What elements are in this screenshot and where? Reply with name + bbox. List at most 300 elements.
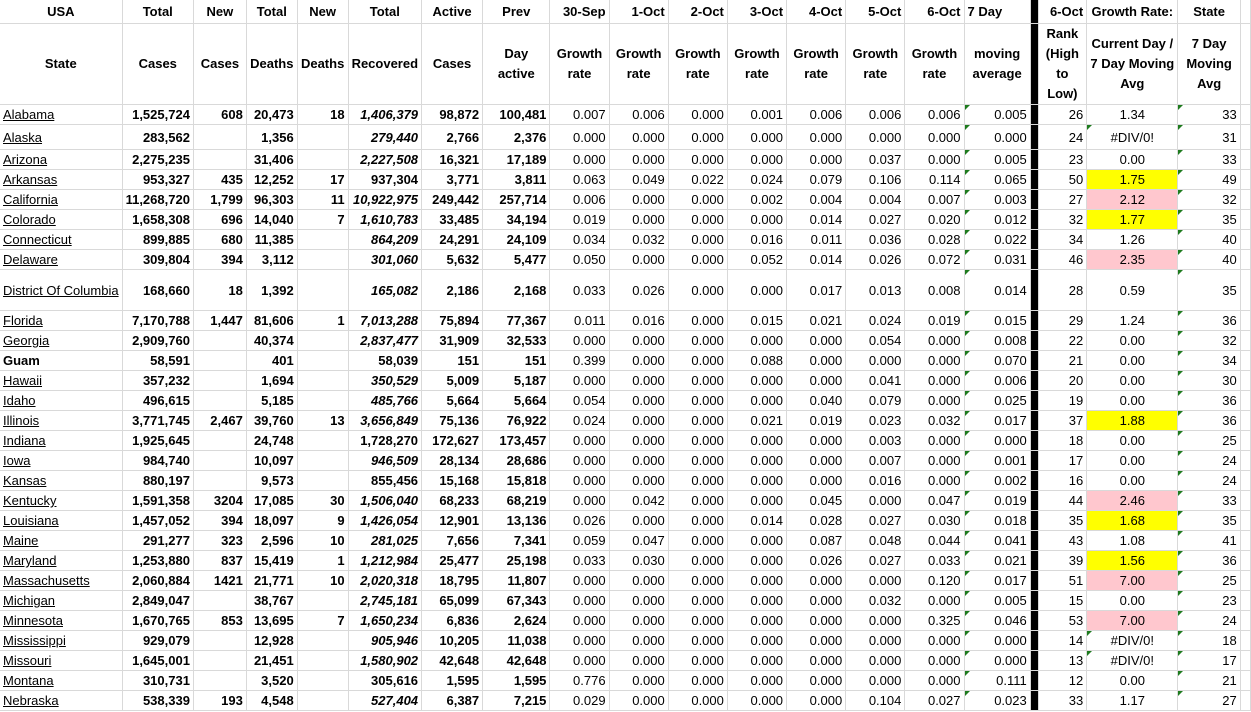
- growth-30-sep-cell[interactable]: 0.000: [550, 125, 609, 150]
- state-7-day-avg-cell[interactable]: 27: [1178, 691, 1240, 711]
- state-link[interactable]: Missouri: [3, 653, 52, 668]
- new-cases-cell[interactable]: [193, 371, 246, 391]
- growth-3-oct-cell[interactable]: 0.024: [727, 170, 786, 190]
- growth-3-oct-cell[interactable]: 0.000: [727, 331, 786, 351]
- growth-5-oct-cell[interactable]: 0.027: [846, 551, 905, 571]
- growth-6-oct-cell[interactable]: 0.044: [905, 531, 964, 551]
- growth-3-oct-cell[interactable]: 0.000: [727, 150, 786, 170]
- empty-cell[interactable]: [1240, 170, 1250, 190]
- growth-1-oct-cell[interactable]: 0.000: [609, 371, 668, 391]
- state-link[interactable]: Alabama: [3, 107, 55, 122]
- active-cases-cell[interactable]: 5,009: [422, 371, 483, 391]
- growth-1-oct-cell[interactable]: 0.049: [609, 170, 668, 190]
- rank-cell[interactable]: 50: [1038, 170, 1087, 190]
- new-cases-cell[interactable]: 394: [193, 511, 246, 531]
- growth-1-oct-cell[interactable]: 0.006: [609, 105, 668, 125]
- state-link[interactable]: Kansas: [3, 473, 47, 488]
- state-7-day-avg-cell[interactable]: 25: [1178, 571, 1240, 591]
- growth-ratio-cell[interactable]: 0.00: [1087, 391, 1178, 411]
- moving-average-cell[interactable]: 0.065: [964, 170, 1030, 190]
- recovered-cell[interactable]: 1,728,270: [348, 431, 421, 451]
- state-link[interactable]: Minnesota: [3, 613, 63, 628]
- total-cases-cell[interactable]: 310,731: [122, 671, 193, 691]
- total-cases-cell[interactable]: 168,660: [122, 270, 193, 311]
- growth-4-oct-cell[interactable]: 0.000: [787, 591, 846, 611]
- header-deaths[interactable]: Deaths: [297, 24, 348, 105]
- state-cell[interactable]: [0, 190, 122, 210]
- empty-cell[interactable]: [1240, 250, 1250, 270]
- rank-cell[interactable]: 44: [1038, 491, 1087, 511]
- moving-average-cell[interactable]: 0.046: [964, 611, 1030, 631]
- moving-average-cell[interactable]: 0.002: [964, 471, 1030, 491]
- state-7-day-avg-cell[interactable]: 18: [1178, 631, 1240, 651]
- rank-cell[interactable]: 28: [1038, 270, 1087, 311]
- prev-day-active-cell[interactable]: 2,376: [483, 125, 550, 150]
- new-cases-cell[interactable]: [193, 431, 246, 451]
- growth-2-oct-cell[interactable]: 0.000: [668, 391, 727, 411]
- new-deaths-cell[interactable]: 11: [297, 190, 348, 210]
- moving-average-cell[interactable]: 0.008: [964, 331, 1030, 351]
- total-deaths-cell[interactable]: 39,760: [246, 411, 297, 431]
- state-link[interactable]: Iowa: [3, 453, 31, 468]
- new-cases-cell[interactable]: [193, 591, 246, 611]
- total-deaths-cell[interactable]: 3,520: [246, 671, 297, 691]
- rank-cell[interactable]: 19: [1038, 391, 1087, 411]
- state-link[interactable]: Hawaii: [3, 373, 43, 388]
- empty-cell[interactable]: [1240, 391, 1250, 411]
- new-deaths-cell[interactable]: 13: [297, 411, 348, 431]
- growth-1-oct-cell[interactable]: 0.000: [609, 631, 668, 651]
- new-deaths-cell[interactable]: [297, 591, 348, 611]
- growth-3-oct-cell[interactable]: 0.000: [727, 591, 786, 611]
- total-deaths-cell[interactable]: 15,419: [246, 551, 297, 571]
- growth-6-oct-cell[interactable]: 0.000: [905, 351, 964, 371]
- growth-30-sep-cell[interactable]: 0.000: [550, 150, 609, 170]
- recovered-cell[interactable]: 1,580,902: [348, 651, 421, 671]
- state-cell[interactable]: [0, 451, 122, 471]
- growth-4-oct-cell[interactable]: 0.017: [787, 270, 846, 311]
- growth-30-sep-cell[interactable]: 0.034: [550, 230, 609, 250]
- new-deaths-cell[interactable]: [297, 651, 348, 671]
- state-7-day-avg-cell[interactable]: 24: [1178, 611, 1240, 631]
- active-cases-cell[interactable]: 68,233: [422, 491, 483, 511]
- growth-5-oct-cell[interactable]: 0.079: [846, 391, 905, 411]
- total-cases-cell[interactable]: 1,645,001: [122, 651, 193, 671]
- state-link[interactable]: Indiana: [3, 433, 46, 448]
- total-cases-cell[interactable]: 1,658,308: [122, 210, 193, 230]
- growth-4-oct-cell[interactable]: 0.000: [787, 451, 846, 471]
- moving-average-cell[interactable]: 0.014: [964, 270, 1030, 311]
- growth-ratio-cell[interactable]: 1.26: [1087, 230, 1178, 250]
- growth-4-oct-cell[interactable]: 0.019: [787, 411, 846, 431]
- prev-day-active-cell[interactable]: 5,187: [483, 371, 550, 391]
- growth-1-oct-cell[interactable]: 0.000: [609, 671, 668, 691]
- growth-6-oct-cell[interactable]: 0.006: [905, 105, 964, 125]
- growth-3-oct-cell[interactable]: 0.000: [727, 210, 786, 230]
- growth-4-oct-cell[interactable]: 0.014: [787, 250, 846, 270]
- total-cases-cell[interactable]: 880,197: [122, 471, 193, 491]
- new-cases-cell[interactable]: 837: [193, 551, 246, 571]
- moving-average-cell[interactable]: 0.017: [964, 411, 1030, 431]
- growth-2-oct-cell[interactable]: 0.022: [668, 170, 727, 190]
- new-cases-cell[interactable]: [193, 651, 246, 671]
- recovered-cell[interactable]: 1,426,054: [348, 511, 421, 531]
- new-cases-cell[interactable]: [193, 391, 246, 411]
- growth-6-oct-cell[interactable]: 0.019: [905, 311, 964, 331]
- growth-3-oct-cell[interactable]: 0.088: [727, 351, 786, 371]
- growth-5-oct-cell[interactable]: 0.000: [846, 671, 905, 691]
- growth-6-oct-cell[interactable]: 0.000: [905, 371, 964, 391]
- total-cases-cell[interactable]: 291,277: [122, 531, 193, 551]
- new-deaths-cell[interactable]: 17: [297, 170, 348, 190]
- new-cases-cell[interactable]: [193, 451, 246, 471]
- recovered-cell[interactable]: 165,082: [348, 270, 421, 311]
- total-cases-cell[interactable]: 1,457,052: [122, 511, 193, 531]
- header-growth-rate[interactable]: Growth rate: [609, 24, 668, 105]
- state-link[interactable]: Louisiana: [3, 513, 59, 528]
- state-link[interactable]: Colorado: [3, 212, 56, 227]
- state-cell[interactable]: [0, 431, 122, 451]
- growth-ratio-error-cell[interactable]: #DIV/0!: [1087, 631, 1178, 651]
- header-date-5-oct[interactable]: 5-Oct: [846, 0, 905, 24]
- growth-30-sep-cell[interactable]: 0.011: [550, 311, 609, 331]
- growth-3-oct-cell[interactable]: 0.052: [727, 250, 786, 270]
- header-state[interactable]: State: [0, 24, 122, 105]
- growth-2-oct-cell[interactable]: 0.000: [668, 651, 727, 671]
- moving-average-cell[interactable]: 0.000: [964, 631, 1030, 651]
- state-cell[interactable]: [0, 691, 122, 711]
- rank-cell[interactable]: 34: [1038, 230, 1087, 250]
- total-cases-cell[interactable]: 929,079: [122, 631, 193, 651]
- growth-30-sep-cell[interactable]: 0.033: [550, 270, 609, 311]
- new-cases-cell[interactable]: [193, 331, 246, 351]
- state-link[interactable]: Arizona: [3, 152, 48, 167]
- growth-5-oct-cell[interactable]: 0.000: [846, 651, 905, 671]
- growth-3-oct-cell[interactable]: 0.000: [727, 125, 786, 150]
- growth-3-oct-cell[interactable]: 0.021: [727, 411, 786, 431]
- total-cases-cell[interactable]: 1,925,645: [122, 431, 193, 451]
- growth-2-oct-cell[interactable]: 0.000: [668, 431, 727, 451]
- new-deaths-cell[interactable]: [297, 351, 348, 371]
- growth-30-sep-cell[interactable]: 0.007: [550, 105, 609, 125]
- new-deaths-cell[interactable]: 7: [297, 210, 348, 230]
- growth-5-oct-cell[interactable]: 0.027: [846, 210, 905, 230]
- recovered-cell[interactable]: 946,509: [348, 451, 421, 471]
- state-link[interactable]: Idaho: [3, 393, 36, 408]
- state-cell[interactable]: [0, 351, 122, 371]
- growth-1-oct-cell[interactable]: 0.032: [609, 230, 668, 250]
- moving-average-cell[interactable]: 0.070: [964, 351, 1030, 371]
- growth-2-oct-cell[interactable]: 0.000: [668, 671, 727, 691]
- growth-6-oct-cell[interactable]: 0.030: [905, 511, 964, 531]
- growth-1-oct-cell[interactable]: 0.030: [609, 551, 668, 571]
- prev-day-active-cell[interactable]: 2,168: [483, 270, 550, 311]
- growth-5-oct-cell[interactable]: 0.000: [846, 491, 905, 511]
- recovered-cell[interactable]: 305,616: [348, 671, 421, 691]
- new-deaths-cell[interactable]: [297, 331, 348, 351]
- moving-average-cell[interactable]: 0.003: [964, 190, 1030, 210]
- growth-1-oct-cell[interactable]: 0.026: [609, 270, 668, 311]
- total-cases-cell[interactable]: 7,170,788: [122, 311, 193, 331]
- recovered-cell[interactable]: 2,745,181: [348, 591, 421, 611]
- growth-5-oct-cell[interactable]: 0.041: [846, 371, 905, 391]
- total-cases-cell[interactable]: 2,060,884: [122, 571, 193, 591]
- new-cases-cell[interactable]: 394: [193, 250, 246, 270]
- growth-4-oct-cell[interactable]: 0.000: [787, 351, 846, 371]
- growth-6-oct-cell[interactable]: 0.000: [905, 125, 964, 150]
- active-cases-cell[interactable]: 42,648: [422, 651, 483, 671]
- new-cases-cell[interactable]: 608: [193, 105, 246, 125]
- new-deaths-cell[interactable]: [297, 471, 348, 491]
- growth-3-oct-cell[interactable]: 0.014: [727, 511, 786, 531]
- empty-cell[interactable]: [1240, 125, 1250, 150]
- growth-3-oct-cell[interactable]: 0.000: [727, 270, 786, 311]
- growth-4-oct-cell[interactable]: 0.026: [787, 551, 846, 571]
- active-cases-cell[interactable]: 15,168: [422, 471, 483, 491]
- growth-1-oct-cell[interactable]: 0.000: [609, 210, 668, 230]
- total-cases-cell[interactable]: 2,909,760: [122, 331, 193, 351]
- rank-cell[interactable]: 32: [1038, 210, 1087, 230]
- prev-day-active-cell[interactable]: 7,215: [483, 691, 550, 711]
- moving-average-cell[interactable]: 0.005: [964, 105, 1030, 125]
- growth-2-oct-cell[interactable]: 0.000: [668, 551, 727, 571]
- header-rank-date[interactable]: 6-Oct: [1038, 0, 1087, 24]
- growth-3-oct-cell[interactable]: 0.000: [727, 651, 786, 671]
- growth-5-oct-cell[interactable]: 0.023: [846, 411, 905, 431]
- growth-2-oct-cell[interactable]: 0.000: [668, 270, 727, 311]
- growth-4-oct-cell[interactable]: 0.000: [787, 331, 846, 351]
- moving-average-cell[interactable]: 0.031: [964, 250, 1030, 270]
- rank-cell[interactable]: 14: [1038, 631, 1087, 651]
- total-cases-cell[interactable]: 984,740: [122, 451, 193, 471]
- rank-cell[interactable]: 35: [1038, 511, 1087, 531]
- state-link[interactable]: Kentucky: [3, 493, 57, 508]
- total-deaths-cell[interactable]: 11,385: [246, 230, 297, 250]
- growth-1-oct-cell[interactable]: 0.047: [609, 531, 668, 551]
- growth-2-oct-cell[interactable]: 0.000: [668, 331, 727, 351]
- total-deaths-cell[interactable]: 2,596: [246, 531, 297, 551]
- growth-5-oct-cell[interactable]: 0.004: [846, 190, 905, 210]
- total-cases-cell[interactable]: 1,253,880: [122, 551, 193, 571]
- growth-ratio-cell[interactable]: 1.68: [1087, 511, 1178, 531]
- header-prev[interactable]: Prev: [483, 0, 550, 24]
- growth-2-oct-cell[interactable]: 0.000: [668, 150, 727, 170]
- rank-cell[interactable]: 18: [1038, 431, 1087, 451]
- growth-ratio-cell[interactable]: 0.59: [1087, 270, 1178, 311]
- growth-3-oct-cell[interactable]: 0.000: [727, 611, 786, 631]
- active-cases-cell[interactable]: 7,656: [422, 531, 483, 551]
- growth-2-oct-cell[interactable]: 0.000: [668, 491, 727, 511]
- header-total[interactable]: Total: [122, 0, 193, 24]
- recovered-cell[interactable]: 864,209: [348, 230, 421, 250]
- growth-6-oct-cell[interactable]: 0.325: [905, 611, 964, 631]
- growth-ratio-error-cell[interactable]: #DIV/0!: [1087, 651, 1178, 671]
- total-cases-cell[interactable]: 899,885: [122, 230, 193, 250]
- prev-day-active-cell[interactable]: 257,714: [483, 190, 550, 210]
- rank-cell[interactable]: 23: [1038, 150, 1087, 170]
- state-cell[interactable]: [0, 331, 122, 351]
- active-cases-cell[interactable]: 6,387: [422, 691, 483, 711]
- moving-average-cell[interactable]: 0.041: [964, 531, 1030, 551]
- growth-30-sep-cell[interactable]: 0.000: [550, 371, 609, 391]
- state-7-day-avg-cell[interactable]: 32: [1178, 331, 1240, 351]
- growth-1-oct-cell[interactable]: 0.000: [609, 351, 668, 371]
- recovered-cell[interactable]: 2,837,477: [348, 331, 421, 351]
- total-cases-cell[interactable]: 283,562: [122, 125, 193, 150]
- growth-30-sep-cell[interactable]: 0.033: [550, 551, 609, 571]
- growth-ratio-cell[interactable]: 1.77: [1087, 210, 1178, 230]
- new-deaths-cell[interactable]: [297, 250, 348, 270]
- growth-4-oct-cell[interactable]: 0.087: [787, 531, 846, 551]
- active-cases-cell[interactable]: 2,766: [422, 125, 483, 150]
- growth-30-sep-cell[interactable]: 0.000: [550, 331, 609, 351]
- active-cases-cell[interactable]: 5,664: [422, 391, 483, 411]
- growth-30-sep-cell[interactable]: 0.000: [550, 451, 609, 471]
- active-cases-cell[interactable]: 65,099: [422, 591, 483, 611]
- rank-cell[interactable]: 12: [1038, 671, 1087, 691]
- empty-cell[interactable]: [1240, 105, 1250, 125]
- growth-3-oct-cell[interactable]: 0.000: [727, 491, 786, 511]
- state-link[interactable]: Maryland: [3, 553, 57, 568]
- recovered-cell[interactable]: 58,039: [348, 351, 421, 371]
- state-cell[interactable]: [0, 150, 122, 170]
- state-7-day-avg-cell[interactable]: 32: [1178, 190, 1240, 210]
- prev-day-active-cell[interactable]: 15,818: [483, 471, 550, 491]
- state-7-day-avg-cell[interactable]: 36: [1178, 411, 1240, 431]
- growth-4-oct-cell[interactable]: 0.000: [787, 150, 846, 170]
- new-cases-cell[interactable]: 853: [193, 611, 246, 631]
- rank-cell[interactable]: 22: [1038, 331, 1087, 351]
- growth-1-oct-cell[interactable]: 0.000: [609, 451, 668, 471]
- growth-1-oct-cell[interactable]: 0.000: [609, 250, 668, 270]
- new-cases-cell[interactable]: 1421: [193, 571, 246, 591]
- growth-1-oct-cell[interactable]: 0.000: [609, 391, 668, 411]
- header-cases[interactable]: Cases: [193, 24, 246, 105]
- state-cell[interactable]: [0, 311, 122, 331]
- header-active[interactable]: Active: [422, 0, 483, 24]
- moving-average-cell[interactable]: 0.000: [964, 651, 1030, 671]
- state-7-day-avg-cell[interactable]: 35: [1178, 210, 1240, 230]
- growth-3-oct-cell[interactable]: 0.000: [727, 451, 786, 471]
- growth-5-oct-cell[interactable]: 0.016: [846, 471, 905, 491]
- state-7-day-avg-cell[interactable]: 36: [1178, 391, 1240, 411]
- active-cases-cell[interactable]: 12,901: [422, 511, 483, 531]
- new-deaths-cell[interactable]: 18: [297, 105, 348, 125]
- growth-ratio-cell[interactable]: 0.00: [1087, 451, 1178, 471]
- recovered-cell[interactable]: 855,456: [348, 471, 421, 491]
- growth-6-oct-cell[interactable]: 0.027: [905, 691, 964, 711]
- empty-cell[interactable]: [1240, 571, 1250, 591]
- total-deaths-cell[interactable]: 24,748: [246, 431, 297, 451]
- rank-cell[interactable]: 29: [1038, 311, 1087, 331]
- header-growth-rate[interactable]: Growth rate: [787, 24, 846, 105]
- recovered-cell[interactable]: 2,227,508: [348, 150, 421, 170]
- growth-5-oct-cell[interactable]: 0.036: [846, 230, 905, 250]
- growth-1-oct-cell[interactable]: 0.000: [609, 691, 668, 711]
- total-cases-cell[interactable]: 538,339: [122, 691, 193, 711]
- growth-ratio-cell[interactable]: 1.75: [1087, 170, 1178, 190]
- moving-average-cell[interactable]: 0.021: [964, 551, 1030, 571]
- state-cell[interactable]: [0, 651, 122, 671]
- total-deaths-cell[interactable]: 1,392: [246, 270, 297, 311]
- empty-cell[interactable]: [1240, 210, 1250, 230]
- state-link[interactable]: California: [3, 192, 58, 207]
- growth-ratio-cell[interactable]: 0.00: [1087, 150, 1178, 170]
- new-deaths-cell[interactable]: [297, 691, 348, 711]
- state-cell[interactable]: [0, 491, 122, 511]
- active-cases-cell[interactable]: 1,595: [422, 671, 483, 691]
- empty-cell[interactable]: [1240, 551, 1250, 571]
- growth-3-oct-cell[interactable]: 0.000: [727, 371, 786, 391]
- growth-5-oct-cell[interactable]: 0.003: [846, 431, 905, 451]
- growth-30-sep-cell[interactable]: 0.050: [550, 250, 609, 270]
- growth-1-oct-cell[interactable]: 0.000: [609, 150, 668, 170]
- state-7-day-avg-cell[interactable]: 25: [1178, 431, 1240, 451]
- new-deaths-cell[interactable]: [297, 671, 348, 691]
- growth-2-oct-cell[interactable]: 0.000: [668, 210, 727, 230]
- recovered-cell[interactable]: 1,212,984: [348, 551, 421, 571]
- growth-6-oct-cell[interactable]: 0.028: [905, 230, 964, 250]
- growth-6-oct-cell[interactable]: 0.000: [905, 331, 964, 351]
- moving-average-cell[interactable]: 0.000: [964, 125, 1030, 150]
- growth-3-oct-cell[interactable]: 0.000: [727, 631, 786, 651]
- growth-30-sep-cell[interactable]: 0.024: [550, 411, 609, 431]
- moving-average-cell[interactable]: 0.111: [964, 671, 1030, 691]
- total-deaths-cell[interactable]: 40,374: [246, 331, 297, 351]
- growth-2-oct-cell[interactable]: 0.000: [668, 311, 727, 331]
- prev-day-active-cell[interactable]: 11,038: [483, 631, 550, 651]
- empty-cell[interactable]: [1240, 451, 1250, 471]
- active-cases-cell[interactable]: 249,442: [422, 190, 483, 210]
- empty-cell[interactable]: [1240, 431, 1250, 451]
- total-cases-cell[interactable]: 309,804: [122, 250, 193, 270]
- new-cases-cell[interactable]: 3204: [193, 491, 246, 511]
- growth-ratio-cell[interactable]: 0.00: [1087, 351, 1178, 371]
- new-deaths-cell[interactable]: 10: [297, 531, 348, 551]
- new-cases-cell[interactable]: [193, 150, 246, 170]
- total-deaths-cell[interactable]: 17,085: [246, 491, 297, 511]
- growth-6-oct-cell[interactable]: 0.000: [905, 671, 964, 691]
- active-cases-cell[interactable]: 18,795: [422, 571, 483, 591]
- growth-3-oct-cell[interactable]: 0.000: [727, 551, 786, 571]
- header-moving-average[interactable]: moving average: [964, 24, 1030, 105]
- state-link[interactable]: Georgia: [3, 333, 50, 348]
- growth-6-oct-cell[interactable]: 0.000: [905, 651, 964, 671]
- header-cases[interactable]: Cases: [122, 24, 193, 105]
- state-link[interactable]: Maine: [3, 533, 39, 548]
- prev-day-active-cell[interactable]: 100,481: [483, 105, 550, 125]
- new-deaths-cell[interactable]: 9: [297, 511, 348, 531]
- recovered-cell[interactable]: 3,656,849: [348, 411, 421, 431]
- growth-2-oct-cell[interactable]: 0.000: [668, 611, 727, 631]
- state-cell[interactable]: [0, 411, 122, 431]
- new-cases-cell[interactable]: 1,799: [193, 190, 246, 210]
- empty-cell[interactable]: [1240, 351, 1250, 371]
- empty-cell[interactable]: [1240, 150, 1250, 170]
- growth-3-oct-cell[interactable]: 0.016: [727, 230, 786, 250]
- header-date-30-sep[interactable]: 30-Sep: [550, 0, 609, 24]
- growth-1-oct-cell[interactable]: 0.000: [609, 471, 668, 491]
- state-cell[interactable]: [0, 471, 122, 491]
- header-recovered[interactable]: Recovered: [348, 24, 421, 105]
- active-cases-cell[interactable]: 3,771: [422, 170, 483, 190]
- total-deaths-cell[interactable]: 12,928: [246, 631, 297, 651]
- growth-6-oct-cell[interactable]: 0.007: [905, 190, 964, 210]
- header-state[interactable]: State: [1178, 0, 1240, 24]
- growth-6-oct-cell[interactable]: 0.000: [905, 391, 964, 411]
- recovered-cell[interactable]: 279,440: [348, 125, 421, 150]
- new-deaths-cell[interactable]: 10: [297, 571, 348, 591]
